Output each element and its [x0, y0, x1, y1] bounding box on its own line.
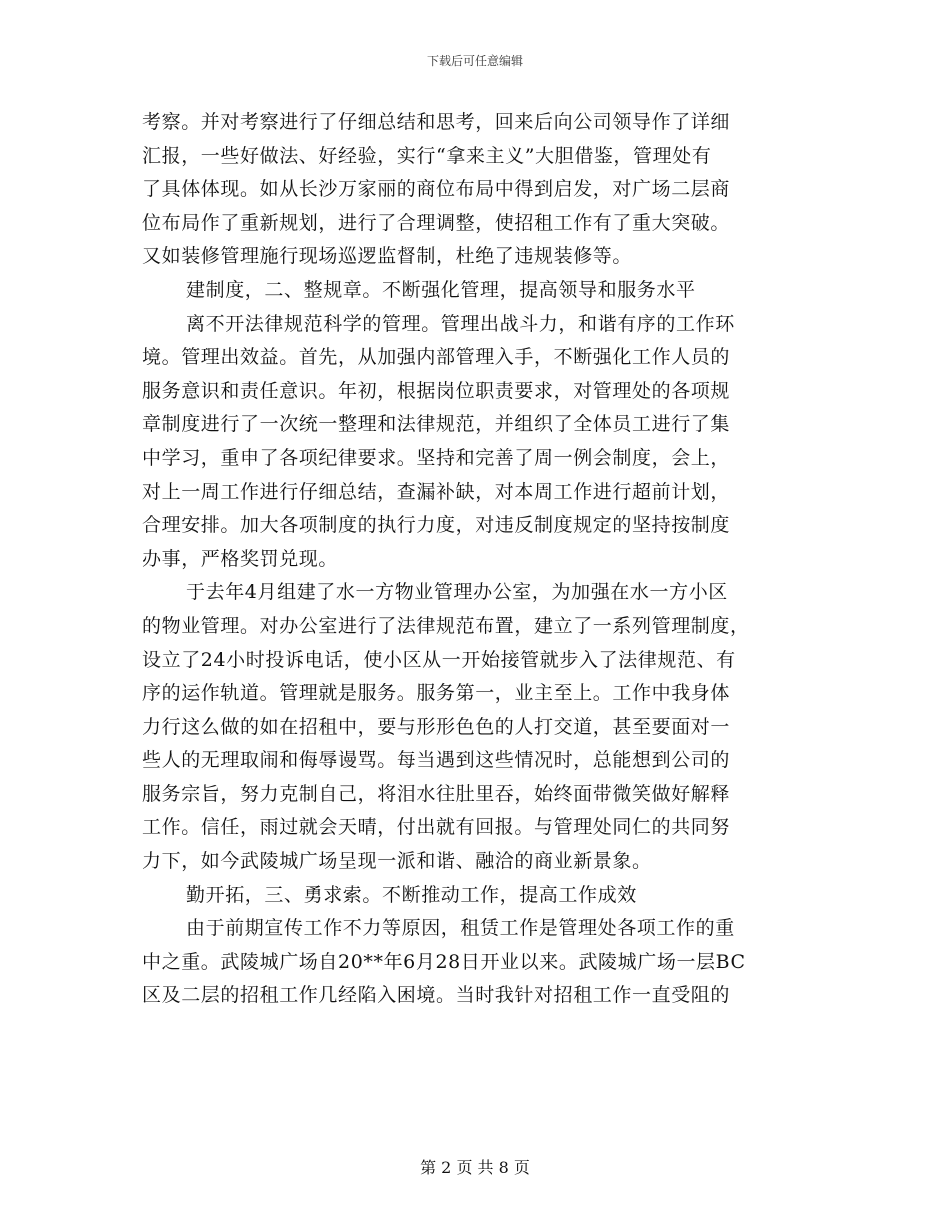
text-line: 合理安排。加大各项制度的执行力度，对违反制度规定的坚持按制度 [142, 514, 731, 537]
text-line: 力行这么做的如在招租中，要与形形色色的人打交道，甚至要面对一 [142, 715, 731, 738]
page-footer: 第 2 页 共 8 页 [420, 1158, 530, 1177]
text-line: 序的运作轨道。管理就是服务。服务第一，业主至上。工作中我身体 [142, 682, 731, 705]
text-line: 勤开拓，三、勇求索。不断推动工作，提高工作成效 [186, 883, 637, 906]
text-line: 章制度进行了一次统一整理和法律规范，并组织了全体员工进行了集 [142, 413, 731, 436]
text-line: 建制度，二、整规章。不断强化管理，提高领导和服务水平 [186, 278, 696, 301]
text-line: 服务意识和责任意识。年初，根据岗位职责要求，对管理处的各项规 [142, 379, 731, 402]
text-line: 设立了24小时投诉电话，使小区从一开始接管就步入了法律规范、有 [142, 648, 736, 671]
text-line: 对上一周工作进行仔细总结，查漏补缺，对本周工作进行超前计划， [142, 480, 731, 503]
text-line: 位布局作了重新规划，进行了合理调整，使招租工作有了重大突破。 [142, 211, 731, 234]
text-line: 服务宗旨，努力克制自己，将泪水往肚里吞，始终面带微笑做好解释 [142, 782, 731, 805]
text-line: 了具体体现。如从长沙万家丽的商位布局中得到启发，对广场二层商 [142, 178, 731, 201]
text-line: 工作。信任，雨过就会天晴，付出就有回报。与管理处同仁的共同努 [142, 816, 731, 839]
document-body [142, 106, 812, 1013]
text-line: 中之重。武陵城广场自20**年6月28日开业以来。武陵城广场一层BC [142, 950, 746, 973]
text-line: 中学习，重申了各项纪律要求。坚持和完善了周一例会制度，会上， [142, 446, 731, 469]
text-line: 离不开法律规范科学的管理。管理出战斗力，和谐有序的工作环 [186, 312, 735, 335]
text-line: 力下，如今武陵城广场呈现一派和谐、融洽的商业新景象。 [142, 850, 652, 873]
text-line: 区及二层的招租工作几经陷入困境。当时我针对招租工作一直受阻的 [142, 984, 731, 1007]
text-line: 境。管理出效益。首先，从加强内部管理入手，不断强化工作人员的 [142, 346, 731, 369]
text-line: 些人的无理取闹和侮辱谩骂。每当遇到这些情况时，总能想到公司的 [142, 749, 731, 772]
text-line: 汇报，一些好做法、好经验，实行“拿来主义”大胆借鉴，管理处有 [142, 144, 712, 167]
text-line: 于去年4月组建了水一方物业管理办公室，为加强在水一方小区 [186, 581, 728, 604]
page-header: 下载后可任意编辑 [426, 54, 523, 68]
text-line: 又如装修管理施行现场巡逻监督制，杜绝了违规装修等。 [142, 245, 633, 268]
text-line: 由于前期宣传工作不力等原因，租赁工作是管理处各项工作的重 [186, 917, 735, 940]
text-line: 的物业管理。对办公室进行了法律规范布置，建立了一系列管理制度， [142, 614, 750, 637]
text-line: 办事，严格奖罚兑现。 [142, 547, 339, 570]
text-line: 考察。并对考察进行了仔细总结和思考，回来后向公司领导作了详细 [142, 111, 731, 133]
